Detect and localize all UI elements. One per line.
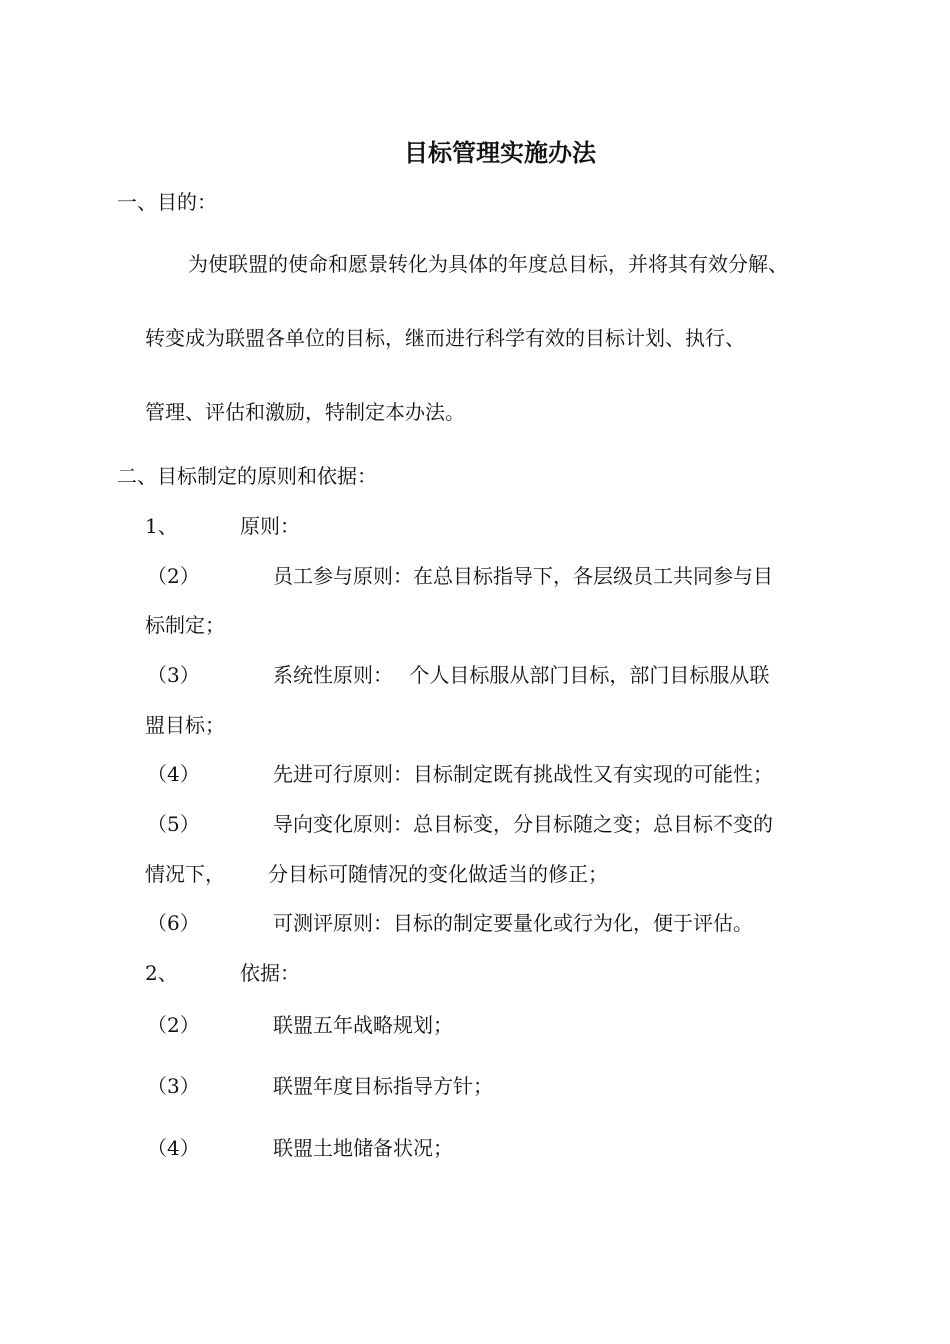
basis-item-number: （3） bbox=[147, 1074, 200, 1098]
principle-item-text: 先进可行原则：目标制定既有挑战性又有实现的可能性； bbox=[273, 762, 773, 786]
principle-item-continuation: 标制定； bbox=[145, 613, 225, 637]
principle-item-number: （3） bbox=[147, 663, 200, 687]
principle-item-number: （5） bbox=[147, 812, 200, 836]
principle-item-text: 导向变化原则：总目标变，分目标随之变；总目标不变的 bbox=[273, 812, 773, 836]
principle-item-continuation: 情况下， bbox=[145, 862, 225, 886]
basis-item-text: 联盟年度目标指导方针； bbox=[273, 1074, 493, 1098]
basis-item-number: （4） bbox=[147, 1136, 200, 1160]
paragraph-line-2: 转变成为联盟各单位的目标，继而进行科学有效的目标计划、执行、 bbox=[145, 326, 745, 350]
section-1-heading: 一、目的： bbox=[117, 190, 217, 214]
paragraph-line-3: 管理、评估和激励，特制定本办法。 bbox=[145, 400, 465, 424]
basis-label: 依据： bbox=[240, 961, 300, 985]
basis-item-number: （2） bbox=[147, 1013, 200, 1037]
principle-item-text: 系统性原则： 个人目标服从部门目标，部门目标服从联 bbox=[273, 663, 770, 687]
principles-label: 原则： bbox=[240, 514, 300, 538]
principle-item-text: 可测评原则：目标的制定要量化或行为化，便于评估。 bbox=[273, 911, 753, 935]
principle-item-number: （4） bbox=[147, 762, 200, 786]
basis-item-text: 联盟五年战略规划； bbox=[273, 1013, 453, 1037]
principle-item-number: （2） bbox=[147, 564, 200, 588]
principle-item-text: 员工参与原则：在总目标指导下，各层级员工共同参与目 bbox=[273, 564, 773, 588]
principle-item-number: （6） bbox=[147, 911, 200, 935]
basis-number: 2、 bbox=[145, 961, 178, 985]
section-2-heading: 二、目标制定的原则和依据： bbox=[117, 464, 377, 488]
principles-number: 1、 bbox=[145, 514, 178, 538]
principle-item-continuation: 盟目标； bbox=[145, 713, 225, 737]
paragraph-line-1: 为使联盟的使命和愿景转化为具体的年度总目标，并将其有效分解、 bbox=[188, 252, 788, 276]
page-title: 目标管理实施办法 bbox=[404, 139, 596, 167]
principle-item-continuation: 分目标可随情况的变化做适当的修正； bbox=[268, 862, 608, 886]
basis-item-text: 联盟土地储备状况； bbox=[273, 1136, 453, 1160]
